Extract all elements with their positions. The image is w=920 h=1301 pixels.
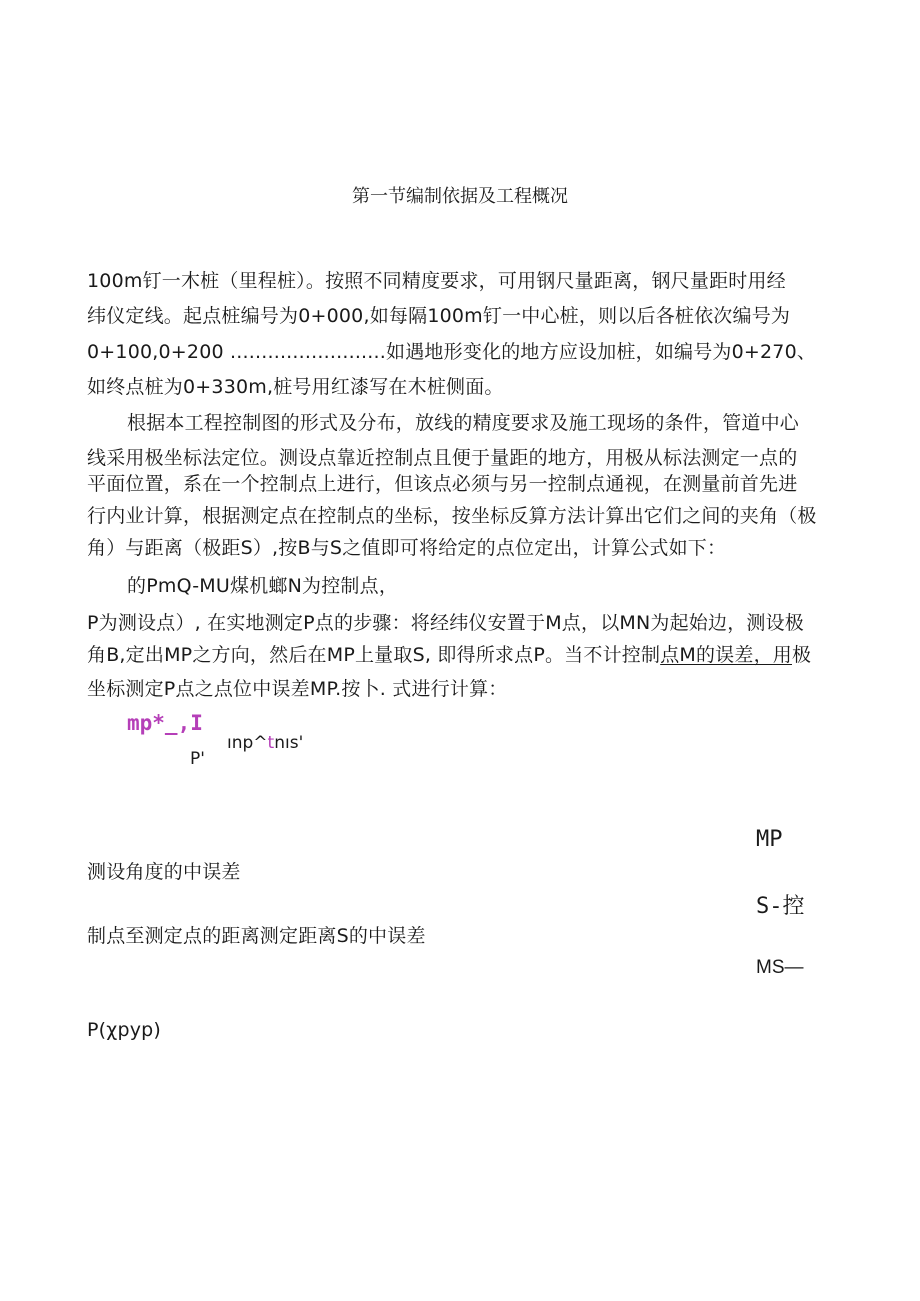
paragraph-line: 角）与距离（极距S）,按B与S之值即可将给定的点位定出，计算公式如下：	[87, 537, 727, 559]
formula-subscript: P'	[190, 749, 205, 769]
formula-main: mp*_,I	[127, 711, 203, 735]
paragraph-line: 线采用极坐标法定位。测设点靠近控制点且便于量距的地方，用极从标法测定一点的	[87, 447, 798, 469]
paragraph-line: 100m钉一木桩（里程桩）。按照不同精度要求，可用钢尺量距离，钢尺量距时用经	[87, 270, 786, 292]
paragraph-line: 行内业计算，根据测定点在控制点的坐标，按坐标反算方法计算出它们之间的夹角（极	[87, 505, 817, 527]
mp-label: MP	[756, 827, 783, 852]
paragraph-line	[87, 640, 811, 667]
point-coordinates: P(χpyp)	[87, 1019, 162, 1041]
section-heading: 第一节编制依据及工程概况	[352, 186, 568, 207]
paragraph-line: P为测设点）, 在实地测定P点的步骤：将经纬仪安置于M点，以MN为起始边，测设极	[87, 612, 804, 634]
paragraph-line: 如终点桩为0+330m,桩号用红漆写在木桩侧面。	[87, 376, 504, 398]
paragraph-line: 纬仪定线。起点桩编号为0+000,如每隔100m钉一中心桩，则以后各桩依次编号为	[87, 305, 791, 327]
paragraph-line: 平面位置，系在一个控制点上进行，但该点必须与另一控制点通视，在测量前首先进	[87, 473, 798, 495]
paragraph-line: 0+100,0+200 .........................如遇地形变化的地方应设加桩，如编号为0+270、	[87, 341, 817, 363]
angle-error-note: 测设角度的中误差	[87, 861, 241, 883]
paragraph-line: 坐标测定P点之点位中误差MP.按卜. 式进行计算：	[87, 678, 508, 700]
text-run: 极	[791, 644, 812, 666]
distance-error-note: 制点至测定点的距离测定距离S的中误差	[87, 925, 426, 947]
text-run: 角B,定出MP之方向，然后在MP上量取S, 即得所求点P。当不计控制	[87, 644, 661, 666]
paragraph-line: 根据本工程控制图的形式及分布，放线的精度要求及施工现场的条件，管道中心	[127, 412, 800, 434]
ms-label: MS—	[756, 957, 804, 978]
formula-fraction	[227, 733, 303, 753]
formula-part: ınp^	[227, 733, 268, 753]
s-control-label: S-控	[756, 894, 805, 919]
formula-part: t	[267, 733, 275, 753]
paragraph-line: 的PmQ-MU煤机螂N为控制点，	[127, 575, 399, 597]
formula-part: nıs'	[274, 733, 304, 753]
underlined-text: 点M的误差，用	[660, 644, 792, 666]
